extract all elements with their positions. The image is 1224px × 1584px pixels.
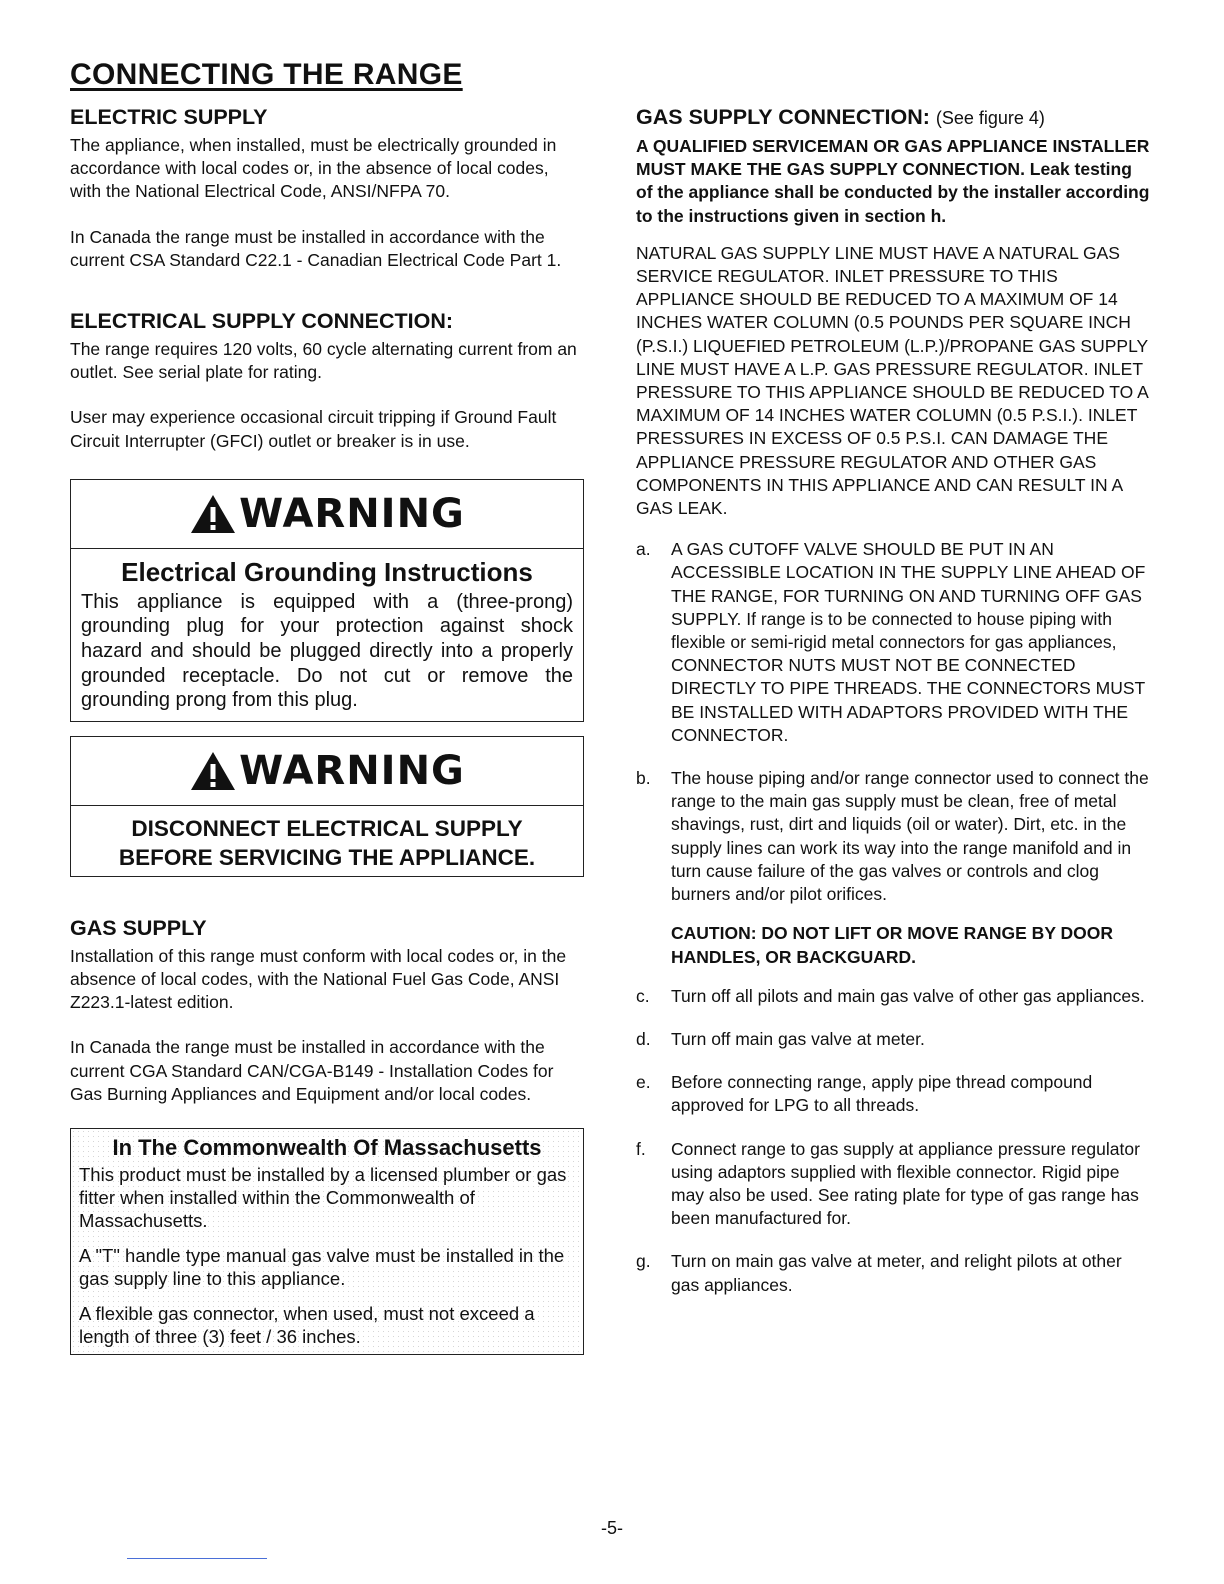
list-item [636,985,1150,1008]
list-marker: d. [636,1028,651,1049]
page-title: CONNECTING THE RANGE [70,58,463,91]
list-item [636,538,1150,747]
warning-label: WARNING [239,490,465,537]
warning-header [71,737,583,806]
caution-notice: CAUTION: DO NOT LIFT OR MOVE RANGE BY DOOR HANDLES, OR BACKGUARD. [671,923,1114,967]
list-item-text: The house piping and/or range connector used to connect the range to the main gas supply must be clean, free of metal shavings, rust, dirt and liquids (oil or water). Dirt, etc. in the supply lines can work its way into the range manifold and in turn cause failure of the gas valves or controls and clog burners and/or pilot orifices. [671,768,1149,905]
massachusetts-title: In The Commonwealth Of Massachusetts [112,1135,542,1161]
warning-triangle-icon [189,493,237,535]
list-marker: g. [636,1251,651,1272]
disconnect-line-1: DISCONNECT ELECTRICAL SUPPLY [131,815,523,841]
electric-supply-heading: ELECTRIC SUPPLY [70,105,268,129]
disconnect-warning-box [70,736,584,877]
right-column [636,104,1150,1297]
grounding-text: This appliance is equipped with a (three-prong) grounding plug for your protection against shock hazard and should be plugged directly into a properly grounded receptacle. Do not cut or remove the grounding prong from this plug. [81,590,573,712]
qualified-installer-notice: A QUALIFIED SERVICEMAN OR GAS APPLIANCE INSTALLER MUST MAKE THE GAS SUPPLY CONNECTION. Leak testing of the appliance shall be conducted by the installer according to the instructions given in section h. [636,136,1150,226]
list-item [636,1071,1150,1117]
gas-supply-canada-paragraph: In Canada the range must be installed in accordance with the current CGA Standard CAN/CGA-B149 - Installation Codes for Gas Burning Appliances and Equipment and/or local codes. [70,1037,554,1104]
disconnect-line-2: BEFORE SERVICING THE APPLIANCE. [118,844,536,870]
warning-triangle-icon [189,750,237,792]
list-item [636,1138,1150,1231]
gas-supply-heading: GAS SUPPLY [70,915,207,940]
figure-reference: (See figure 4) [935,108,1045,128]
list-item [636,1028,1150,1051]
list-item-text: Turn off main gas valve at meter. [671,1028,925,1049]
disconnect-message [71,806,583,876]
footer-rule [127,1558,267,1559]
list-item-text: A GAS CUTOFF VALVE SHOULD BE PUT IN AN ACCESSIBLE LOCATION IN THE SUPPLY LINE AHEAD OF THE RANGE, FOR TURNING ON AND TURNING OFF GAS SUPPLY. If range is to be connected to house piping with flexible or semi-rigid metal connectors for gas appliances, CONNECTOR NUTS MUST NOT BE CONNECTED DIRECTLY TO PIPE THREADS. THE CONNECTORS MUST BE INSTALLED WITH ADAPTORS PROVIDED WITH THE CONNECTOR. [671,539,1146,745]
list-marker: b. [636,768,651,789]
electrical-connection-heading: ELECTRICAL SUPPLY CONNECTION: [70,309,454,334]
gas-connection-heading-text: GAS SUPPLY CONNECTION: [636,105,930,129]
grounding-subtitle: Electrical Grounding Instructions [121,556,533,587]
list-item-text: Turn off all pilots and main gas valve of other gas appliances. [671,985,1145,1006]
list-item [636,1250,1150,1296]
massachusetts-paragraph-2: A "T" handle type manual gas valve must be installed in the gas supply line to this appliance. [79,1245,565,1290]
list-marker: c. [636,985,650,1006]
massachusetts-paragraph-1: This product must be installed by a licensed plumber or gas fitter when installed within the Commonwealth of Massachusetts. [79,1164,567,1232]
grounding-warning-box [70,479,584,722]
list-item [636,767,1150,906]
list-marker: f. [636,1138,646,1159]
massachusetts-box [70,1128,584,1355]
electric-supply-section [70,104,584,272]
gas-supply-section [70,915,584,1106]
warning-header [71,480,583,549]
electric-supply-canada-paragraph: In Canada the range must be installed in accordance with the current CSA Standard C22.1 - Canadian Electrical Code Part 1. [70,226,562,270]
gas-supply-paragraph: Installation of this range must conform with local codes or, in the absence of local codes, with the National Fuel Gas Code, ANSI Z223.1-latest edition. [70,945,567,1013]
massachusetts-paragraph-3: A flexible gas connector, when used, must not exceed a length of three (3) feet / 36 inches. [79,1303,535,1348]
electrical-connection-paragraph: The range requires 120 volts, 60 cycle alternating current from an outlet. See serial plate for rating. [70,339,577,383]
gfci-paragraph: User may experience occasional circuit tripping if Ground Fault Circuit Interrupter (GFCI) outlet or breaker is in use. [70,407,557,451]
gas-connection-heading [636,104,1150,131]
list-item-text: Turn on main gas valve at meter, and relight pilots at other gas appliances. [671,1251,1122,1295]
warning-label: WARNING [239,747,465,794]
list-item-text: Connect range to gas supply at appliance pressure regulator using adaptors supplied with flexible connector. Rigid pipe may also be used. See rating plate for type of gas range has been manufactured for. [671,1138,1140,1229]
gas-pressure-paragraph: NATURAL GAS SUPPLY LINE MUST HAVE A NATURAL GAS SERVICE REGULATOR. INLET PRESSURE TO THIS APPLIANCE SHOULD BE REDUCED TO A MAXIMUM OF 14 INCHES WATER COLUMN (0.5 POUNDS PER SQUARE INCH (P.S.I.) LIQUEFIED PETROLEUM (L.P.)/PROPANE GAS SUPPLY LINE MUST HAVE A L.P. GAS PRESSURE REGULATOR. INLET PRESSURE TO THIS APPLIANCE SHOULD BE REDUCED TO A MAXIMUM OF 14 INCHES WATER COLUMN (0.5 P.S.I.). INLET PRESSURES IN EXCESS OF 0.5 P.S.I. CAN DAMAGE THE APPLIANCE PRESSURE REGULATOR AND OTHER GAS COMPONENTS IN THIS APPLIANCE AND CAN RESULT IN A GAS LEAK. [636,242,1148,519]
page-number: -5- [601,1518,623,1538]
list-marker: e. [636,1072,651,1093]
list-item-text: Before connecting range, apply pipe thread compound approved for LPG to all threads. [671,1072,1093,1116]
electrical-connection-section [70,308,584,453]
electric-supply-paragraph: The appliance, when installed, must be electrically grounded in accordance with local codes or, in the absence of local codes, with the National Electrical Code, ANSI/NFPA 70. [70,135,557,202]
list-marker: a. [636,539,651,560]
left-column [70,104,584,1355]
